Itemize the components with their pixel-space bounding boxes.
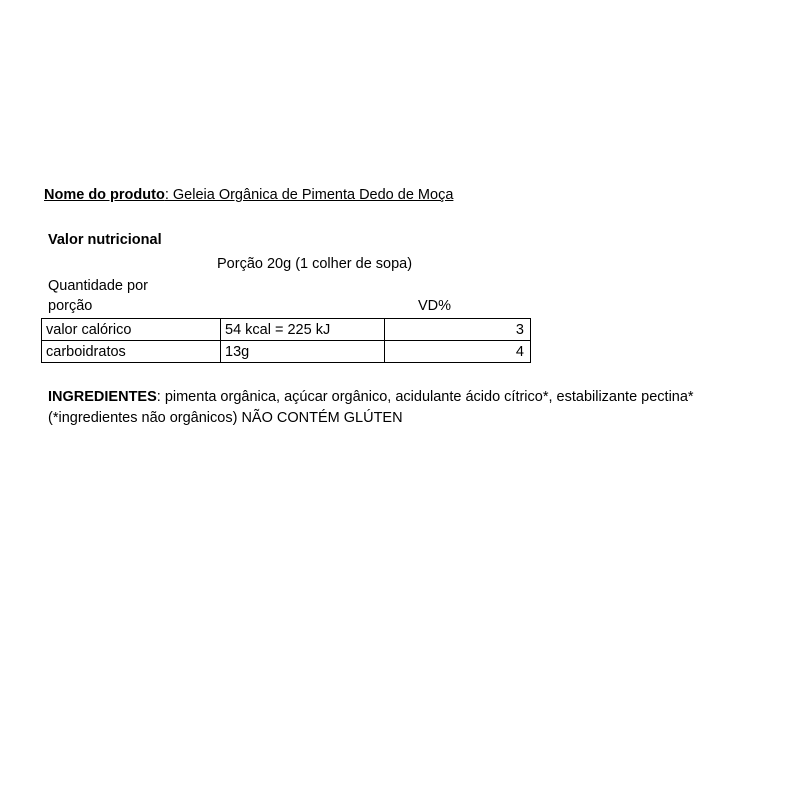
ingredients-label: INGREDIENTES bbox=[48, 389, 157, 405]
vd-header: VD% bbox=[418, 298, 452, 314]
nutrient-name: valor calórico bbox=[42, 319, 221, 341]
nutrient-vd: 3 bbox=[385, 319, 531, 341]
ingredients-block bbox=[48, 387, 778, 429]
ingredients-text: : pimenta orgânica, açúcar orgânico, acidulante ácido cítrico*, estabilizante pectina* (*ingredientes não orgânicos) NÃO CONTÉM GLÚTEN bbox=[48, 389, 694, 426]
nutrient-amount: 13g bbox=[221, 341, 385, 363]
table-row bbox=[42, 341, 531, 363]
nutrient-vd: 4 bbox=[385, 341, 531, 363]
product-name-line bbox=[44, 187, 453, 203]
portion-size: Porção 20g (1 colher de sopa) bbox=[217, 256, 413, 272]
nutrition-title: Valor nutricional bbox=[48, 232, 162, 248]
product-name-label: Nome do produto bbox=[44, 187, 165, 203]
table-row bbox=[42, 319, 531, 341]
quantity-per-portion-label bbox=[48, 276, 148, 316]
quantity-label-line2: porção bbox=[48, 298, 93, 314]
product-name-value: : Geleia Orgânica de Pimenta Dedo de Moça bbox=[164, 187, 454, 203]
quantity-label-line1: Quantidade por bbox=[48, 278, 148, 294]
nutrient-name: carboidratos bbox=[42, 341, 221, 363]
nutrition-table bbox=[41, 318, 531, 363]
nutrient-amount: 54 kcal = 225 kJ bbox=[221, 319, 385, 341]
